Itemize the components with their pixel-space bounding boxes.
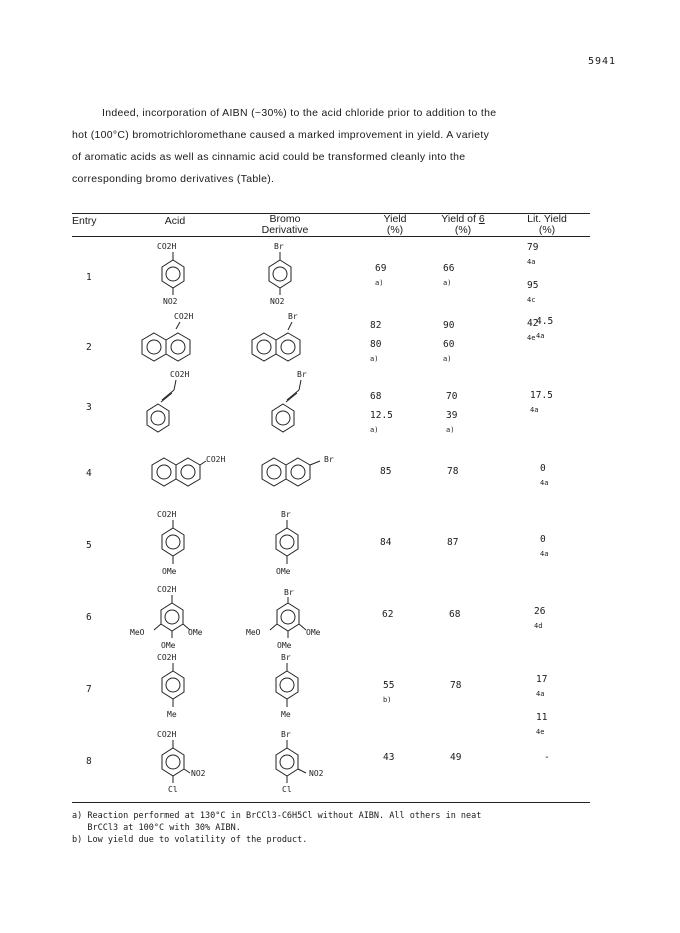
label-br: Br [297, 370, 307, 379]
yield-cell [380, 462, 391, 481]
structure-acid-3 [140, 368, 210, 438]
lit-ref: 4d [534, 622, 543, 630]
structure-acid-4 [140, 452, 250, 492]
label-br: Br [281, 510, 291, 519]
label-co2h: CO2H [174, 312, 194, 321]
entry-number: 3 [86, 402, 92, 413]
yield6-cell [443, 316, 454, 373]
lit-value: 0 [540, 463, 546, 474]
yield6-cell [450, 676, 461, 695]
header-bromo-line2: Derivative [261, 224, 309, 236]
yield-value: 12.5 [370, 410, 393, 421]
yield-cell [370, 387, 393, 444]
label-no2: NO2 [163, 297, 178, 306]
header-yield6-line2: (%) [454, 224, 472, 236]
lit-value: 17 [536, 674, 548, 685]
label-br: Br [281, 653, 291, 662]
structure-acid-2 [130, 310, 210, 360]
label-cl: Cl [282, 785, 292, 794]
header-acid: Acid [164, 215, 186, 227]
label-ome: OMe [277, 641, 292, 650]
intro-paragraph [72, 102, 592, 190]
yield-footnote-ref: a) [370, 426, 379, 434]
yield-value: 84 [380, 537, 392, 548]
header-bromo-line1: Bromo [269, 213, 301, 225]
label-br: Br [288, 312, 298, 321]
yield-value: 69 [375, 263, 387, 274]
label-me: Me [281, 710, 291, 719]
lit-value: 0 [540, 534, 546, 545]
yield6-cell [447, 533, 458, 552]
yield6-value: 68 [449, 609, 461, 620]
yield-footnote-ref: a) [370, 355, 379, 363]
structure-bromo-2 [240, 310, 320, 360]
label-co2h: CO2H [157, 242, 177, 251]
lit-cell [544, 748, 550, 767]
header-yield-line1: Yield [383, 213, 407, 225]
label-cl: Cl [168, 785, 178, 794]
yield6-cell [443, 259, 454, 297]
label-co2h: CO2H [157, 730, 177, 739]
label-co2h: CO2H [157, 585, 177, 594]
lit-ref: 4e [536, 728, 545, 736]
label-no2: NO2 [270, 297, 285, 306]
header-yield6-number: 6 [478, 213, 485, 225]
table-header-rule [72, 236, 590, 237]
header-yield [370, 214, 420, 236]
yield6-footnote-ref: a) [443, 355, 452, 363]
lit-cell [540, 459, 548, 497]
label-no2: NO2 [191, 769, 206, 778]
footnote-a: a) Reaction performed at 130°C in BrCCl3-C6H5Cl without AIBN. All others in neat [72, 811, 482, 821]
header-entry: Entry [72, 215, 97, 227]
yield-cell [380, 533, 391, 552]
lit-value: 26 [534, 606, 546, 617]
label-meo: MeO [130, 628, 145, 637]
intro-line: Indeed, incorporation of AIBN (~30%) to the acid chloride prior to addition to the [102, 107, 497, 119]
entry-number: 5 [86, 540, 92, 551]
lit-cell [530, 386, 553, 424]
lit-cell [536, 670, 547, 746]
structure-bromo-5 [259, 508, 319, 580]
lit-value: 42 [527, 318, 539, 329]
yield-footnote-ref: a) [375, 279, 384, 287]
yield6-value: 60 [443, 339, 455, 350]
yield-cell [370, 316, 381, 373]
intro-line: hot (100°C) bromotrichloromethane caused a marked improvement in yield. A variety [72, 129, 490, 141]
header-yield-of-6 [428, 214, 498, 236]
footnote-b: b) Low yield due to volatility of the product. [72, 835, 308, 845]
entry-number: 1 [86, 272, 92, 283]
header-lit-yield [512, 214, 582, 236]
yield6-cell [449, 605, 460, 624]
structure-bromo-8 [259, 728, 349, 798]
label-me: Me [167, 710, 177, 719]
footnote-a-cont: BrCCl3 at 100°C with 30% AIBN. [72, 823, 241, 833]
entry-number: 4 [86, 468, 92, 479]
page-number: 5941 [588, 56, 617, 67]
lit-value: 4.5 [536, 316, 554, 327]
yield6-value: 70 [446, 391, 458, 402]
entry-number: 2 [86, 342, 92, 353]
yield-value: 68 [370, 391, 382, 402]
yield6-cell [450, 748, 461, 767]
yield-value: 80 [370, 339, 382, 350]
yield6-value: 39 [446, 410, 458, 421]
structure-bromo-6 [246, 583, 346, 655]
label-br: Br [281, 730, 291, 739]
lit-value: - [544, 752, 550, 763]
yield6-value: 87 [447, 537, 459, 548]
lit-ref: 4a [536, 690, 545, 698]
intro-line: corresponding bromo derivatives (Table). [72, 173, 275, 185]
structure-acid-5 [145, 508, 205, 580]
label-ome: OMe [306, 628, 321, 637]
yield6-cell [447, 462, 458, 481]
header-lit-line2: (%) [538, 224, 556, 236]
yield-value: 43 [383, 752, 395, 763]
structure-bromo-4 [250, 452, 360, 492]
lit-ref: 4a [536, 332, 545, 340]
lit-value: 95 [527, 280, 539, 291]
lit-value: 17.5 [530, 390, 553, 401]
yield6-value: 90 [443, 320, 455, 331]
structure-bromo-3 [265, 368, 335, 438]
table-footnotes [72, 810, 481, 846]
header-bromo [250, 214, 320, 236]
lit-ref: 4a [527, 258, 536, 266]
lit-ref: 4e [527, 334, 536, 342]
label-ome: OMe [188, 628, 203, 637]
yield-cell [382, 605, 393, 624]
structure-bromo-1 [252, 240, 312, 310]
lit-ref: 4a [540, 550, 549, 558]
structure-acid-1 [145, 240, 205, 310]
yield6-value: 49 [450, 752, 462, 763]
lit-ref: 4a [540, 479, 549, 487]
entry-number: 7 [86, 684, 92, 695]
intro-line: of aromatic acids as well as cinnamic acid could be transformed cleanly into the [72, 151, 466, 163]
yield6-value: 78 [450, 680, 462, 691]
structure-bromo-7 [259, 651, 319, 723]
yield-value: 85 [380, 466, 392, 477]
label-ome: OMe [162, 567, 177, 576]
lit-cell [534, 602, 545, 640]
label-co2h: CO2H [157, 653, 177, 662]
structure-acid-7 [145, 651, 205, 723]
header-yield-line2: (%) [386, 224, 404, 236]
yield6-cell [446, 387, 457, 444]
yield-cell [375, 259, 386, 297]
label-meo: MeO [246, 628, 261, 637]
lit-ref: 4c [527, 296, 536, 304]
yield-value: 55 [383, 680, 395, 691]
entry-number: 6 [86, 612, 92, 623]
yield6-value: 66 [443, 263, 455, 274]
yield-cell [383, 748, 394, 767]
header-yield6-line1: Yield of [441, 213, 479, 225]
yield-footnote-ref: b) [383, 696, 392, 704]
label-br: Br [324, 455, 334, 464]
lit-value: 11 [536, 712, 548, 723]
label-co2h: CO2H [206, 455, 226, 464]
yield6-value: 78 [447, 466, 459, 477]
structure-acid-6 [130, 583, 230, 655]
lit-cell [536, 312, 553, 350]
yield-value: 82 [370, 320, 382, 331]
yield-value: 62 [382, 609, 394, 620]
label-co2h: CO2H [170, 370, 190, 379]
lit-value: 79 [527, 242, 539, 253]
structure-acid-8 [145, 728, 235, 798]
table-bottom-rule [72, 802, 590, 803]
yield-cell [383, 676, 394, 714]
yield6-footnote-ref: a) [443, 279, 452, 287]
header-lit-line1: Lit. Yield [527, 213, 567, 225]
label-no2: NO2 [309, 769, 324, 778]
label-ome: OMe [276, 567, 291, 576]
yield6-footnote-ref: a) [446, 426, 455, 434]
label-ome: OMe [161, 641, 176, 650]
lit-cell [540, 530, 548, 568]
label-co2h: CO2H [157, 510, 177, 519]
label-br: Br [274, 242, 284, 251]
label-br: Br [284, 588, 294, 597]
lit-ref: 4a [530, 406, 539, 414]
entry-number: 8 [86, 756, 92, 767]
